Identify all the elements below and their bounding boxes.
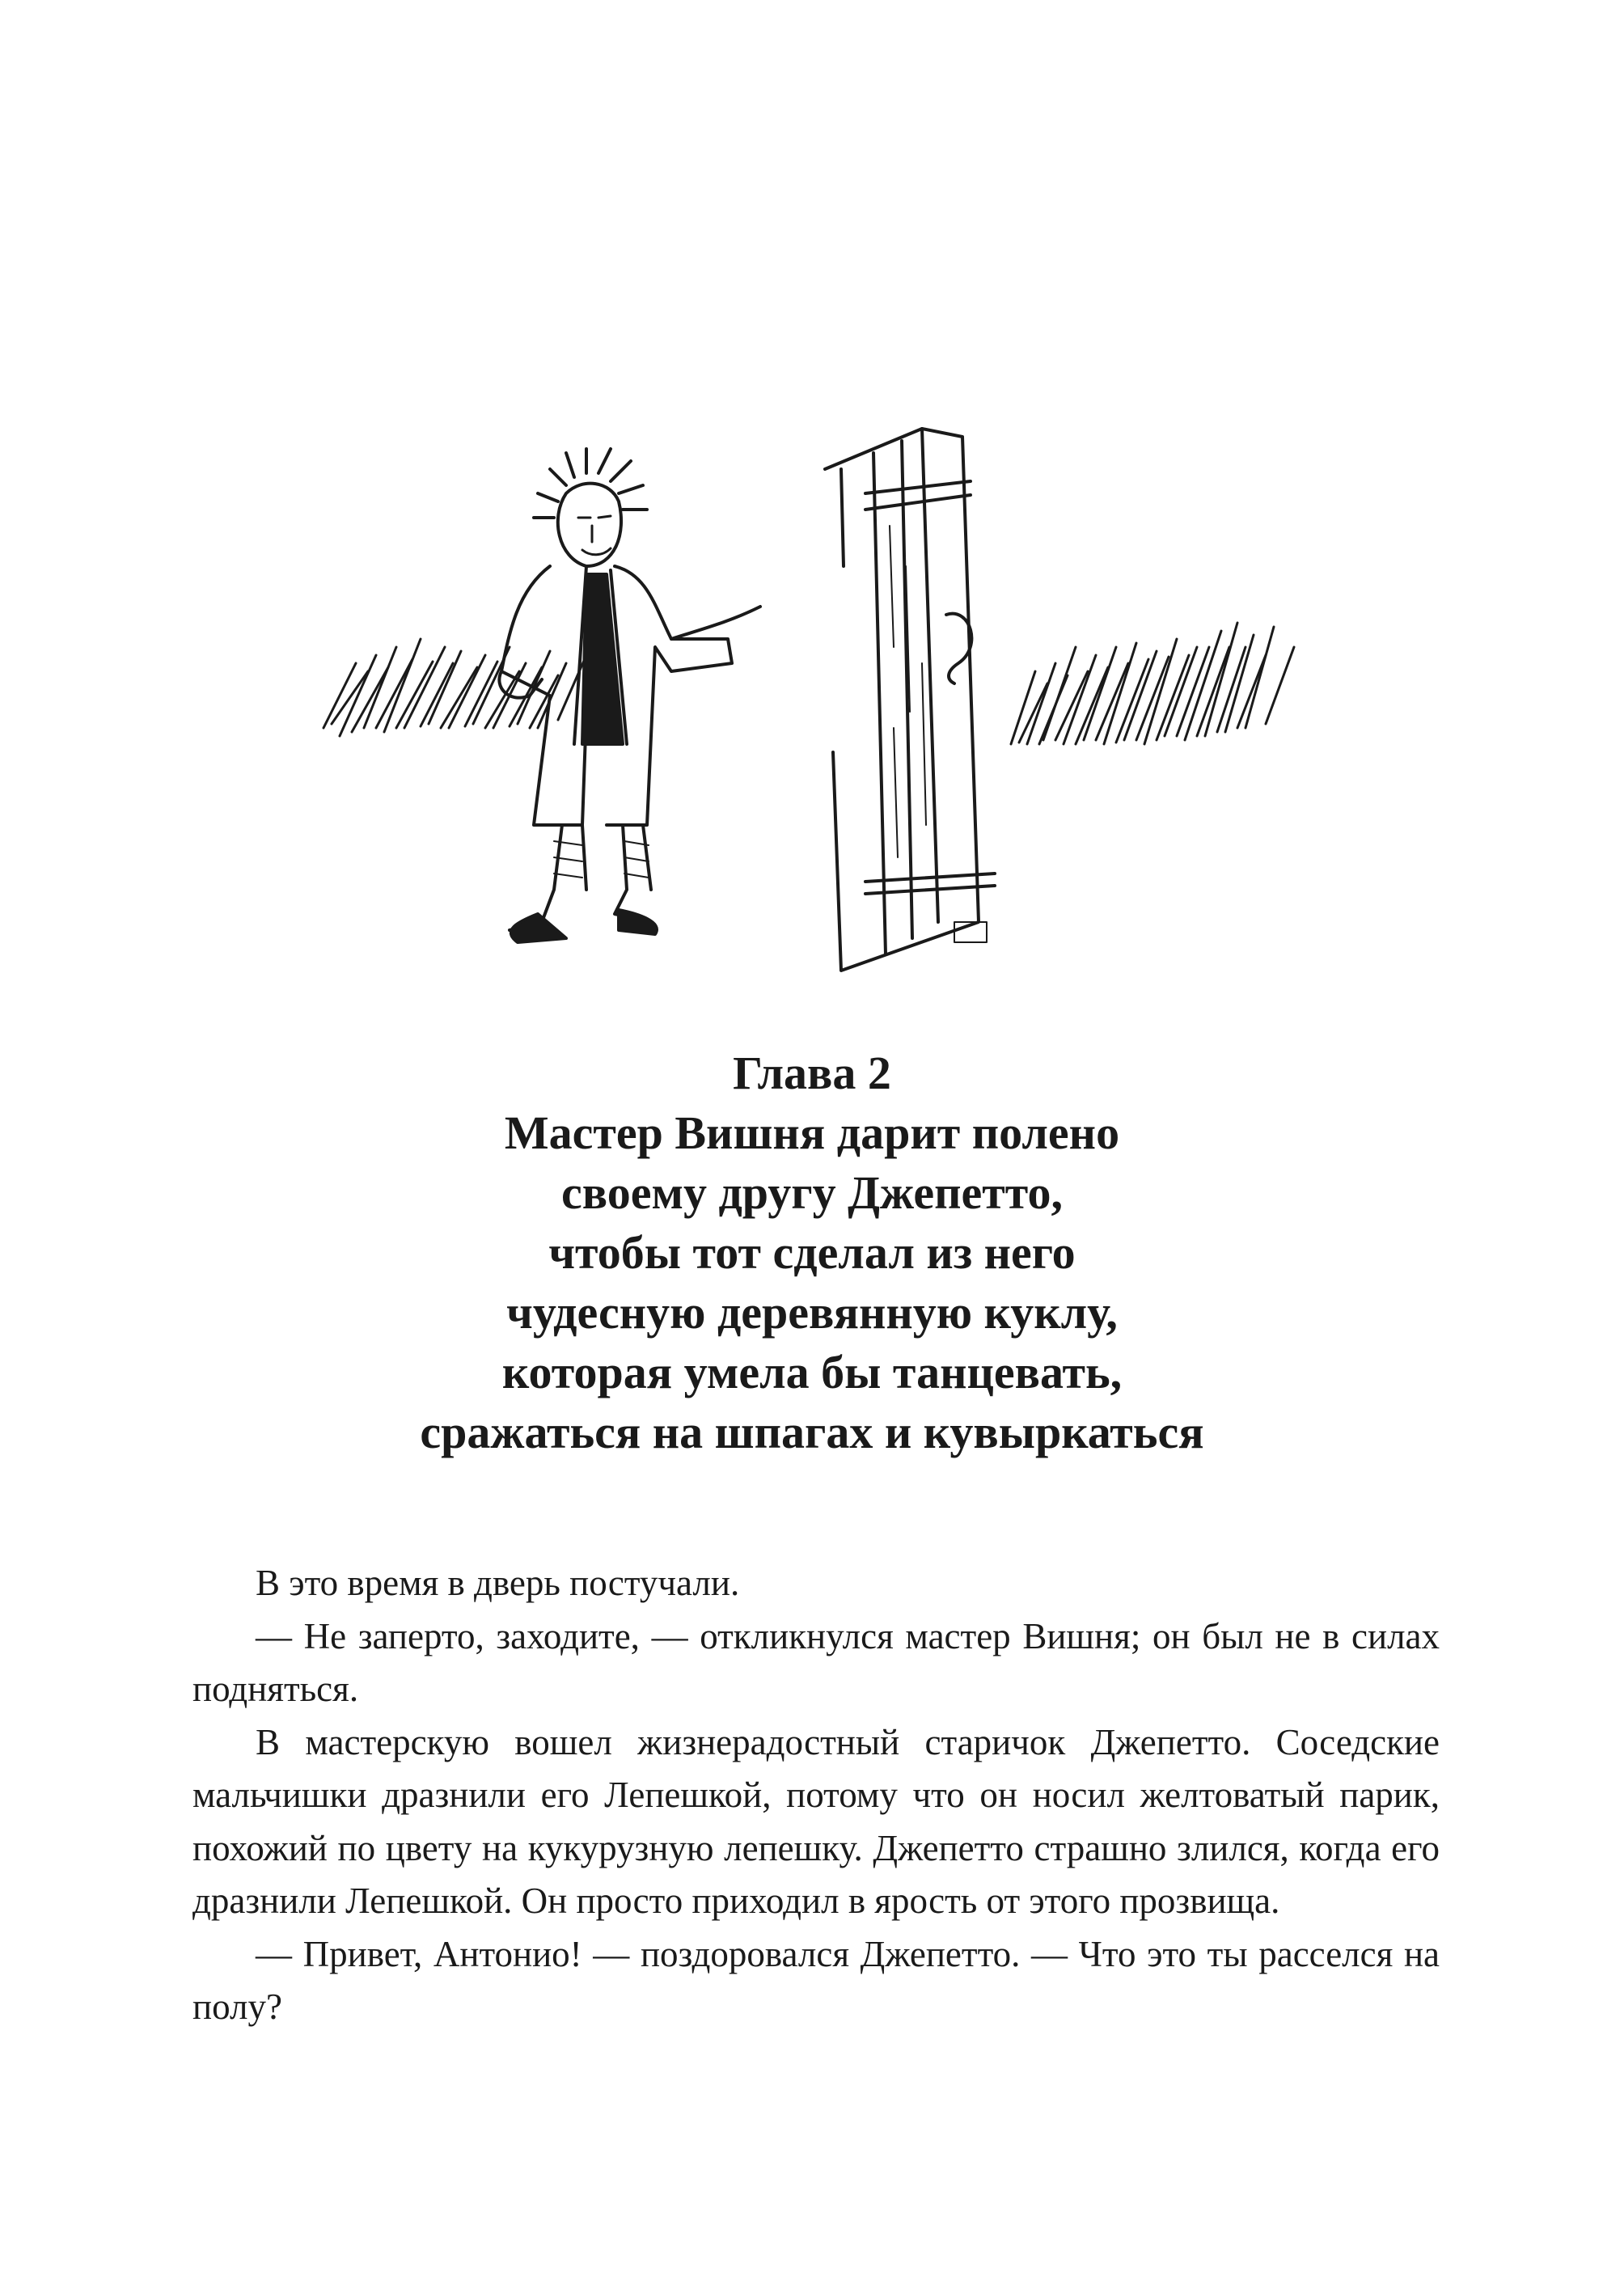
old-man-figure — [499, 449, 760, 942]
paragraph: — Привет, Антонио! — поздоровался Джепетто. — Что это ты расселся на полу? — [192, 1933, 1440, 2027]
chapter-title-line: которая умела бы танцевать, — [501, 1346, 1123, 1398]
grass-right — [1011, 623, 1294, 744]
chapter-heading — [243, 1043, 1381, 1462]
door — [825, 429, 995, 971]
chapter-body — [192, 1557, 1440, 2034]
chapter-title-line: чтобы тот сделал из него — [548, 1226, 1076, 1279]
paragraph: В это время в дверь постучали. — [256, 1563, 740, 1603]
geppetto-at-door-illustration — [307, 404, 1318, 987]
chapter-title-line: Мастер Вишня дарит полено — [504, 1106, 1120, 1159]
paragraph: В мастерскую вошел жизнерадостный старичок Джепетто. Соседские мальчишки дразнили его Лепешкой, потому что он носил желтоватый парик, похожий по цвету на кукурузную лепешку. Джепетто страшно злился, когда его дразнили Лепешкой. Он просто приходил в ярость от этого прозвища. — [192, 1721, 1440, 1921]
chapter-title-line: сражаться на шпагах и кувыркаться — [420, 1406, 1204, 1458]
chapter-title-line: чудесную деревянную куклу, — [506, 1286, 1118, 1339]
chapter-title-line: своему другу Джепетто, — [561, 1166, 1063, 1219]
chapter-number: Глава 2 — [733, 1047, 891, 1099]
paragraph: — Не заперто, заходите, — откликнулся мастер Вишня; он был не в силах подняться. — [192, 1615, 1440, 1709]
